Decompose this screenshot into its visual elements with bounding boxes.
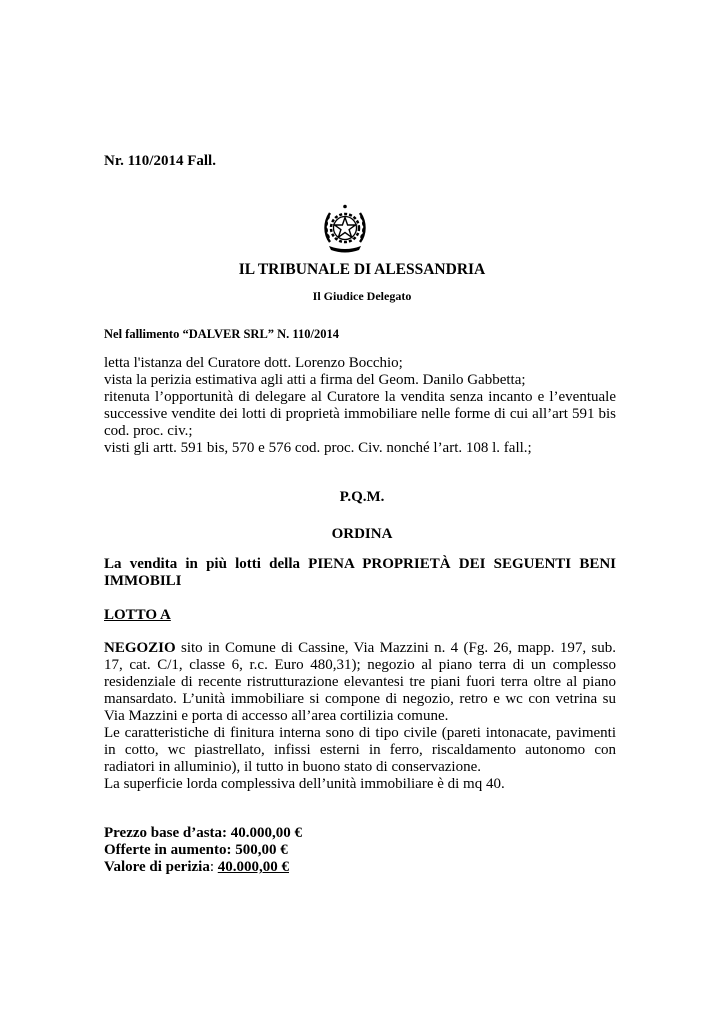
lotto-finishes: Le caratteristiche di finitura interna sono di tipo civile (pareti intonacate, pavimenti in cotto, wc piastrellato, infissi esterni in ferro, riscaldamento autonomo con radiatori in alluminio), il tutto in buono stato di conservazione. (104, 725, 616, 775)
lotto-surface: La superficie lorda complessiva dell’unità immobiliare è di mq 40. (104, 776, 505, 792)
base-price-label: Prezzo base d’asta: (104, 825, 231, 841)
premise-line: visti gli artt. 591 bis, 570 e 576 cod. proc. Civ. nonché l’art. 108 l. fall.; (104, 440, 532, 456)
premise-line: ritenuta l’opportunità di delegare al Curatore la vendita senza incanto e l’eventuale successive vendite dei lotti di proprietà immobiliare nelle forme di cui all’art 591 bis cod. proc. civ.; (104, 389, 616, 439)
offer-row (104, 842, 302, 859)
premise-line: vista la perizia estimativa agli atti a firma del Geom. Danilo Gabbetta; (104, 372, 526, 388)
pqm-heading: P.Q.M. (339, 489, 385, 505)
case-number: Nr. 110/2014 Fall. (104, 153, 216, 169)
appraisal-label: Valore di perizia (104, 859, 210, 875)
lotto-title: LOTTO A (104, 607, 171, 623)
italian-republic-emblem-icon (320, 202, 370, 254)
lotto-intro-text: sito in Comune di Cassine, Via Mazzini n. 4 (Fg. 26, mapp. 197, sub. 17, cat. C/1, classe 6, r.c. Euro 480,31); negozio al piano terra di un complesso residenziale di recente ristrutturazione elevantesi tre piani fuori terra oltre al piano mansardato. L’unità immobiliare si compone di negozio, retro e wc con vetrina su Via Mazzini e porta di accesso all’area cortilizia comune. (104, 640, 616, 724)
lotto-description (104, 640, 616, 793)
offer-value: 500,00 € (235, 842, 288, 858)
ordina-heading: ORDINA (331, 526, 393, 542)
lotto-lead: NEGOZIO (104, 640, 176, 656)
lotto-intro (104, 640, 616, 725)
court-title: IL TRIBUNALE DI ALESSANDRIA (238, 261, 486, 278)
proceeding-title: Nel fallimento “DALVER SRL” N. 110/2014 (104, 327, 339, 341)
base-price-value: 40.000,00 € (230, 825, 303, 841)
judge-subtitle: Il Giudice Delegato (312, 289, 412, 303)
appraisal-colon: : (209, 859, 218, 875)
base-price-row (104, 825, 302, 842)
prices-block (104, 825, 302, 876)
appraisal-row (104, 859, 302, 876)
appraisal-value: 40.000,00 € (217, 859, 289, 875)
offer-label: Offerte in aumento: (104, 842, 236, 858)
premises-block (104, 355, 616, 457)
premise-line: letta l'istanza del Curatore dott. Lorenzo Bocchio; (104, 355, 403, 371)
sale-title: La vendita in più lotti della PIENA PROPRIETÀ DEI SEGUENTI BENI IMMOBILI (104, 556, 616, 589)
